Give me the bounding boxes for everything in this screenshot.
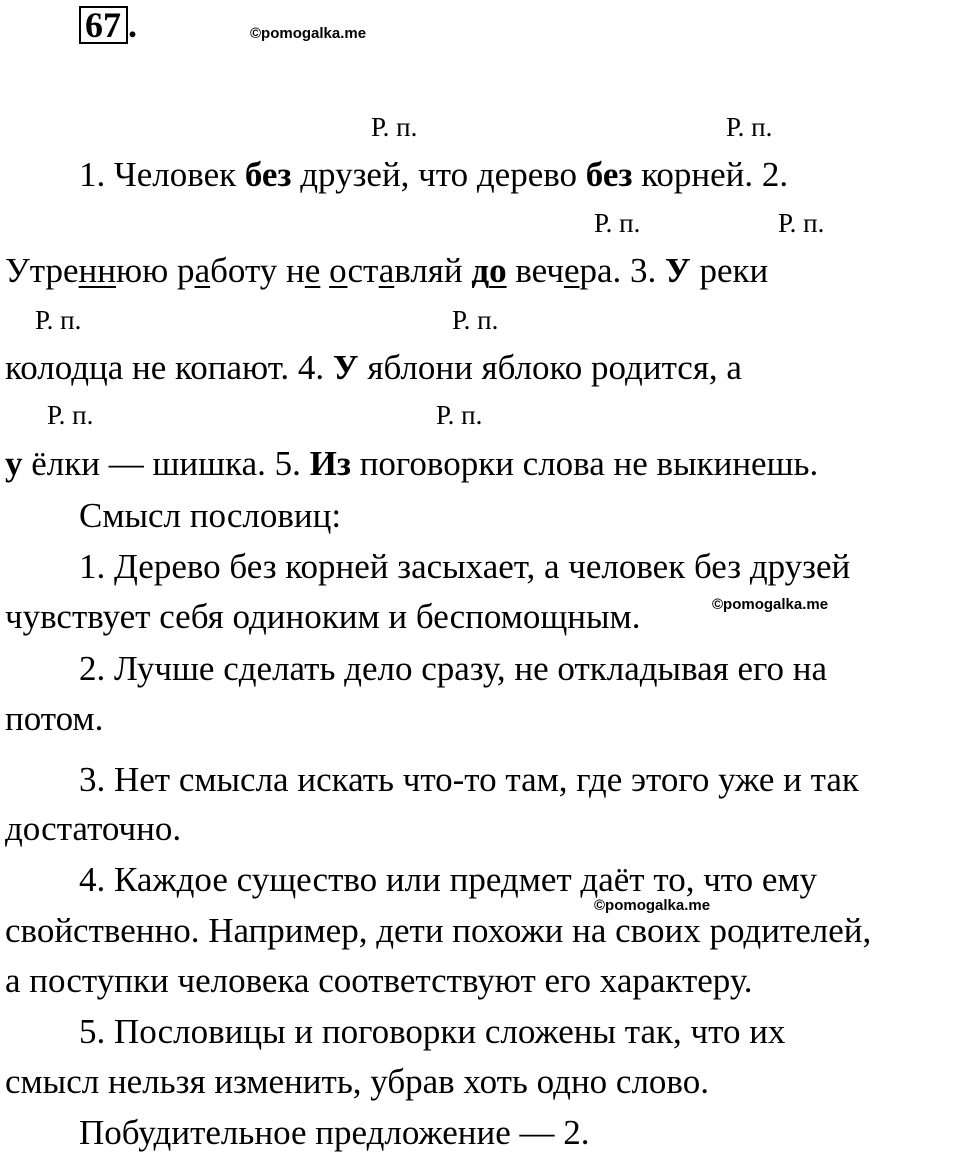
exercise-number: 67 . xyxy=(79,6,137,44)
meaning-2-line-2: потом. xyxy=(5,699,104,738)
case-annotation: Р. п. xyxy=(594,208,641,238)
meaning-3-line-1: 3. Нет смысла искать что-то там, где этого уже и так xyxy=(79,760,859,799)
meaning-heading: Смысл пословиц: xyxy=(79,496,342,535)
case-annotation: Р. п. xyxy=(35,305,82,335)
meaning-4-line-3: а поступки человека соответствуют его характеру. xyxy=(5,961,753,1000)
meaning-5-line-1: 5. Пословицы и поговорки сложены так, что их xyxy=(79,1012,786,1051)
watermark: ©pomogalka.me xyxy=(594,897,711,914)
case-annotation: Р. п. xyxy=(371,112,418,142)
watermark: ©pomogalka.me xyxy=(712,596,829,613)
meaning-2-line-1: 2. Лучше сделать дело сразу, не откладывая его на xyxy=(79,649,828,688)
meaning-4-line-2: свойственно. Например, дети похожи на своих родителей, xyxy=(5,911,872,950)
task-line-2: Утреннюю работу не оставляй до вечера. 3. У реки xyxy=(5,251,769,290)
task-line-3: колодца не копают. 4. У яблони яблоко родится, а xyxy=(5,348,742,387)
meaning-1-line-1: 1. Дерево без корней засыхает, а человек без друзей xyxy=(79,547,851,586)
case-annotation: Р. п. xyxy=(726,112,773,142)
exercise-number-box: 67 xyxy=(79,6,128,44)
conclusion: Побудительное предложение — 2. xyxy=(79,1113,590,1152)
case-annotation: Р. п. xyxy=(452,305,499,335)
case-annotation: Р. п. xyxy=(47,400,94,430)
watermark: ©pomogalka.me xyxy=(250,25,367,42)
meaning-4-line-1: 4. Каждое существо или предмет даёт то, что ему xyxy=(79,860,818,899)
case-annotation: Р. п. xyxy=(778,208,825,238)
meaning-5-line-2: смысл нельзя изменить, убрав хоть одно слово. xyxy=(5,1062,709,1101)
meaning-1-line-2: чувствует себя одиноким и беспомощным. xyxy=(5,597,641,636)
task-line-1: 1. Человек без друзей, что дерево без корней. 2. xyxy=(79,155,789,194)
meaning-3-line-2: достаточно. xyxy=(5,809,182,848)
task-line-4: у ёлки — шишка. 5. Из поговорки слова не выкинешь. xyxy=(5,444,819,483)
case-annotation: Р. п. xyxy=(436,400,483,430)
